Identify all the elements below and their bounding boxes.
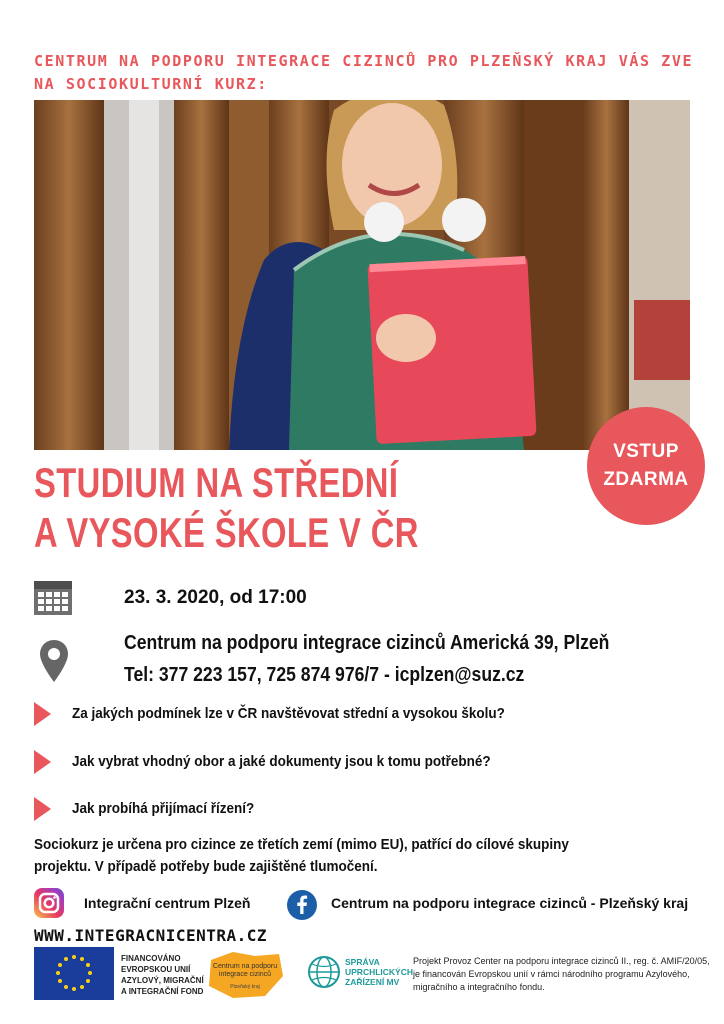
invitation-line-1: CENTRUM NA PODPORU INTEGRACE CIZINCŮ PRO PLZEŇSKÝ KRAJ VÁS ZVE (34, 52, 694, 70)
project-funding-text: Projekt Provoz Center na podporu integrace cizinců II., reg. č. AMIF/20/05, je financován Evropskou unií v rámci národního programu Azylového, migračního a integračního fondu. (413, 956, 710, 992)
website-link[interactable]: WWW.INTEGRACNICENTRA.CZ (34, 926, 268, 945)
event-contact: Tel: 377 223 157, 725 874 976/7 - icplzen@suz.cz (124, 664, 525, 686)
event-address: Centrum na podporu integrace cizinců Americká 39, Plzeň (124, 632, 610, 654)
invitation-heading (34, 50, 694, 96)
free-entry-badge (587, 407, 705, 525)
course-note (34, 834, 646, 878)
suz-line: ZAŘÍZENÍ MV (345, 977, 400, 987)
centrum-logo (203, 946, 287, 1002)
instagram-link[interactable]: Integrační centrum Plzeň (84, 895, 251, 911)
centrum-logo-line-2: integrace cizinců (218, 971, 272, 978)
suz-line: UPRCHLICKÝCH (345, 967, 413, 977)
centrum-logo-line-1: Centrum na podporu (212, 963, 278, 970)
badge-line-2: ZDARMA (603, 469, 689, 490)
invitation-line-2: NA SOCIOKULTURNÍ KURZ: (34, 75, 268, 93)
calendar-icon (33, 578, 73, 616)
eu-stars-icon (34, 947, 114, 1000)
eu-line: EVROPSKOU UNIÍ (121, 965, 191, 974)
facebook-icon[interactable] (287, 890, 317, 920)
triangle-bullet-icon (34, 797, 51, 821)
note-line-2: projektu. V případě potřeby bude zajištěné tlumočení. (34, 858, 378, 875)
hero-photo (34, 100, 690, 450)
eu-line: FINANCOVÁNO (121, 954, 181, 963)
suz-line: SPRÁVA (345, 957, 380, 967)
question-text: Jak probíhá přijímací řízení? (72, 800, 255, 817)
badge-line-1: VSTUP (613, 441, 679, 462)
location-pin-icon (40, 640, 68, 682)
eu-line: A INTEGRAČNÍ FOND (121, 987, 204, 996)
facebook-link[interactable]: Centrum na podporu integrace cizinců - Plzeňský kraj (331, 895, 689, 911)
note-line-1: Sociokurz je určena pro cizince ze třetích zemí (mimo EU), patřící do cílové skupiny (34, 836, 569, 853)
student-illustration (34, 100, 690, 450)
question-text: Jak vybrat vhodný obor a jaké dokumenty jsou k tomu potřebné? (72, 753, 491, 770)
title-line-1: STUDIUM NA STŘEDNÍ (34, 459, 399, 506)
event-date: 23. 3. 2020, od 17:00 (124, 587, 307, 608)
instagram-icon[interactable] (34, 888, 64, 918)
eu-flag-logo (34, 947, 114, 1000)
eu-line: AZYLOVÝ, MIGRAČNÍ (121, 976, 204, 985)
question-text: Za jakých podmínek lze v ČR navštěvovat střední a vysokou školu? (72, 705, 505, 722)
title-line-2: A VYSOKÉ ŠKOLE V ČR (34, 509, 419, 556)
triangle-bullet-icon (34, 702, 51, 726)
centrum-logo-line-3: Plzeňský kraj (230, 984, 260, 990)
triangle-bullet-icon (34, 750, 51, 774)
globe-icon (307, 955, 341, 989)
suz-logo-text (345, 957, 413, 987)
course-title (34, 458, 419, 558)
eu-funding-text (121, 953, 204, 997)
